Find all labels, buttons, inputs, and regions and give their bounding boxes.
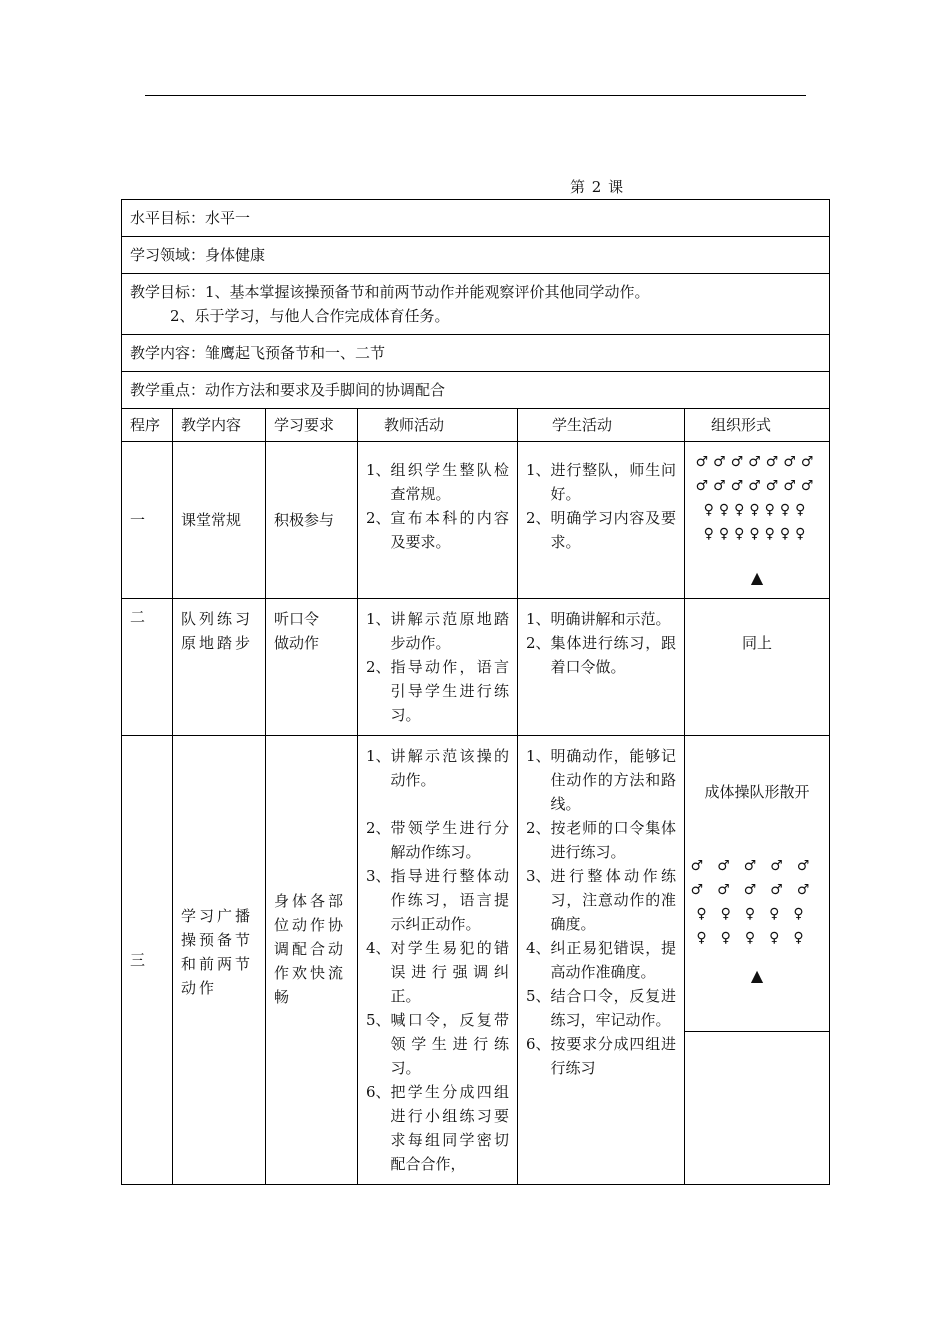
teacher-activity [358,736,518,1185]
list-item: 1、 讲解示范该操的动作。 [366,747,509,789]
list-item: 1、 进行整队，师生问好。 [526,461,676,503]
formation-female-row: ♀♀♀♀♀ [696,930,818,946]
list-item: 6、 按要求分成四组进行练习 [526,1035,676,1077]
column-header-row [122,409,830,442]
student-activity [518,599,685,736]
row-content: 队列练习原地踏步 [173,599,266,736]
teaching-content: 教学内容：雏鹰起飞预备节和一、二节 [122,335,830,372]
table-row [122,442,830,599]
list-item: 4、 纠正易犯错误，提高动作准确度。 [526,939,676,981]
row-content: 课堂常规 [173,442,266,599]
list-item: 2、 宣布本科的内容及要求。 [366,509,509,551]
level-goal: 水平目标：水平一 [122,200,830,237]
student-activity [518,442,685,599]
list-item: 5、 喊口令，反复带领学生进行练习。 [366,1011,509,1077]
teacher-activity [358,599,518,736]
formation-male-row: ♂♂♂♂♂♂♂ [695,454,819,470]
teacher-position-icon: ▲ [750,568,764,587]
formation-female-row: ♀♀♀♀♀♀♀ [703,502,811,518]
list-item: 1、 明确动作，能够记住动作的方法和路线。 [526,747,676,813]
formation-male-row: ♂♂♂♂♂♂♂ [695,478,819,494]
step-number: 一 [122,442,173,599]
row-requirement: 听口令做动作 [266,599,358,736]
list-item: 2、 明确学习内容及要求。 [526,509,676,551]
list-item: 5、 结合口令，反复进练习，牢记动作。 [526,987,676,1029]
teaching-focus: 教学重点：动作方法和要求及手脚间的协调配合 [122,372,830,409]
table-row [122,599,830,736]
col-header-organization: 组织形式 [685,409,830,442]
formation-male-row: ♂♂♂♂♂ [690,858,824,874]
formation-female-row: ♀♀♀♀♀♀♀ [703,526,811,542]
col-header-teacher: 教师活动 [358,409,518,442]
formation-female-row: ♀♀♀♀♀ [696,906,818,922]
student-activity [518,736,685,1185]
goal-line-2: 2、乐于学习，与他人合作完成体育任务。 [170,307,450,325]
lesson-plan-table [121,199,830,1185]
teacher-activity [358,442,518,599]
teacher-position-icon: ▲ [750,966,764,985]
table-row [122,736,830,1185]
list-item: 3、 指导进行整体动作练习，语言提示纠正动作。 [366,867,509,933]
row-requirement: 身体各部位动作协调配合动作欢快流畅 [266,736,358,1185]
step-number: 三 [122,736,173,1185]
organization-form: 同上 [685,599,830,736]
organization-form [685,442,830,599]
list-item: 2、 指导动作，语言引导学生进行练习。 [366,658,509,724]
list-item: 2、 带领学生进行分解动作练习。 [366,819,509,861]
col-header-student: 学生活动 [518,409,685,442]
col-header-requirement: 学习要求 [266,409,358,442]
teaching-goals [122,274,830,335]
formation-male-row: ♂♂♂♂♂ [690,882,824,898]
header-rule [145,95,806,96]
list-item: 4、 对学生易犯的错误进行强调纠正。 [366,939,509,1005]
learning-domain: 学习领域：身体健康 [122,237,830,274]
list-item: 6、 把学生分成四组进行小组练习要求每组同学密切配合合作， [366,1083,509,1173]
row-requirement: 积极参与 [266,442,358,599]
step-number: 二 [122,599,173,736]
list-item: 3、 进行整体动作练习，注意动作的准确度。 [526,867,676,933]
formation-title: 成体操队形散开 [704,783,810,801]
list-item: 1、 讲解示范原地踏步动作。 [366,610,509,652]
list-item: 1、 组织学生整队检查常规。 [366,461,509,503]
list-item: 1、 明确讲解和示范。 [526,610,671,628]
organization-form [685,736,830,1185]
col-header-step: 程序 [122,409,173,442]
lesson-number: 第 2 课 [570,178,625,196]
list-item: 2、 按老师的口令集体进行练习。 [526,819,676,861]
row-content: 学习广播操预备节和前两节动作 [173,736,266,1185]
col-header-content: 教学内容 [173,409,266,442]
list-item: 2、 集体进行练习，跟着口令做。 [526,634,676,676]
goal-line-1: 教学目标：1、基本掌握该操预备节和前两节动作并能观察评价其他同学动作。 [130,283,650,301]
